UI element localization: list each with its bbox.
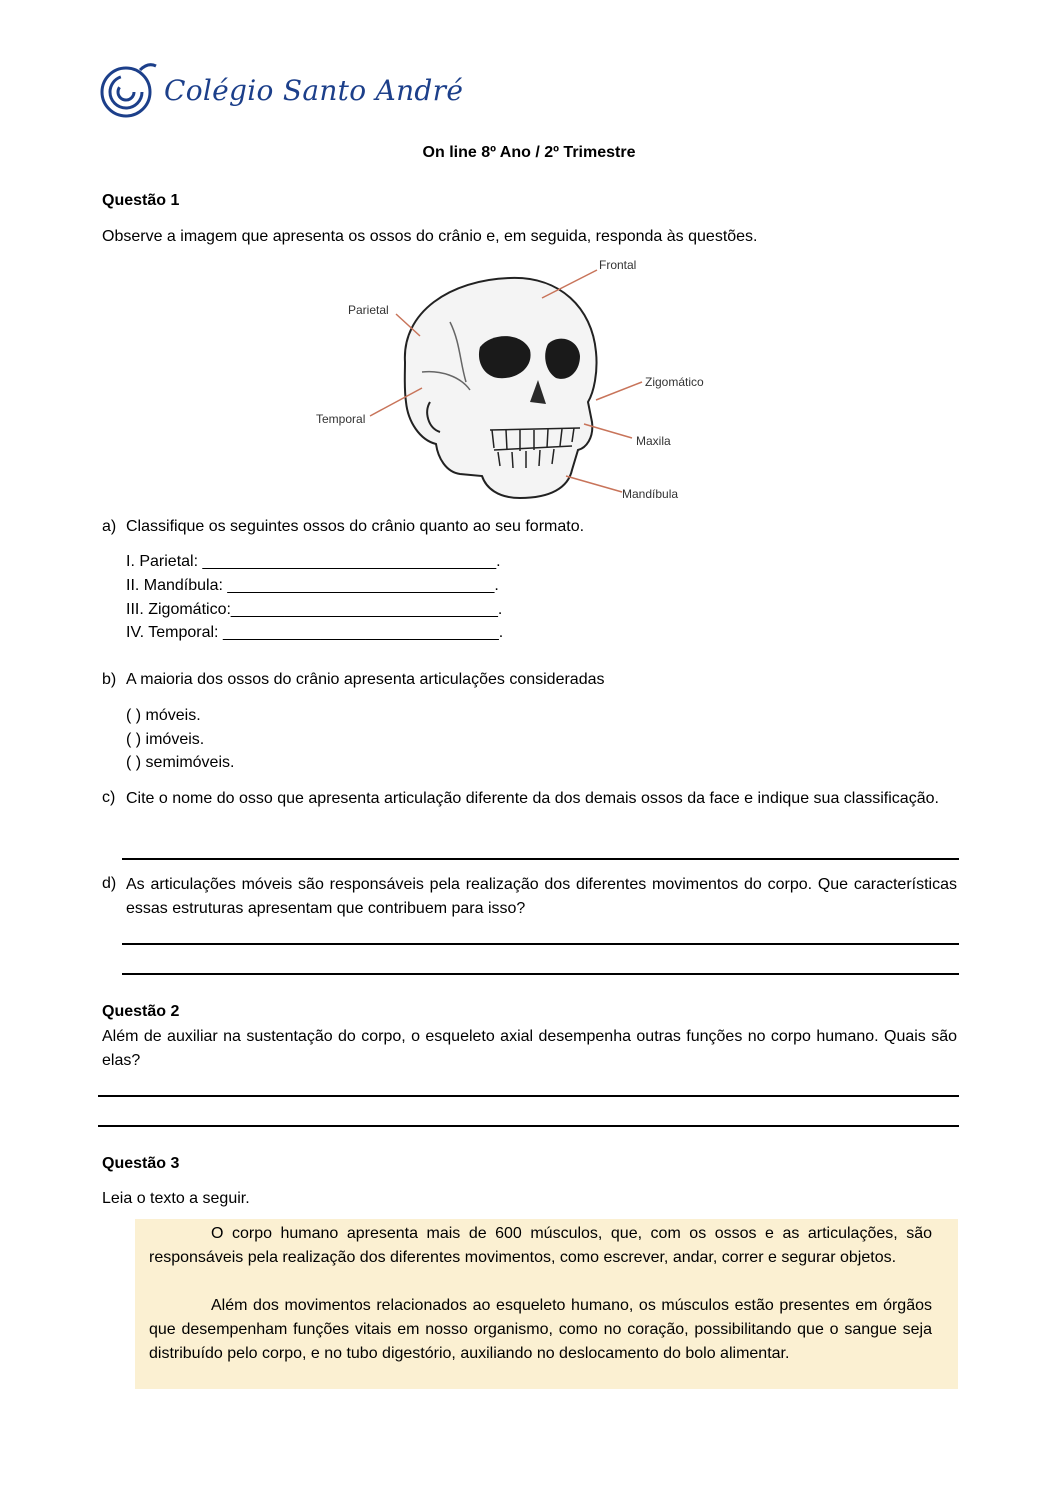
label-parietal: Parietal bbox=[348, 303, 389, 317]
item-a-text: Classifique os seguintes ossos do crânio quanto ao seu formato. bbox=[126, 518, 585, 535]
item-a-letter: a) bbox=[102, 518, 117, 535]
item-c-letter: c) bbox=[102, 789, 116, 806]
item-b-letter: b) bbox=[102, 671, 117, 688]
item-b-option-moveis[interactable]: ( ) móveis. bbox=[126, 707, 201, 724]
answer-line-d-1[interactable] bbox=[122, 943, 959, 945]
item-a-answer-1[interactable]: I. Parietal: _________________________________. bbox=[126, 553, 501, 570]
question-2-text: Além de auxiliar na sustentação do corpo, o esqueleto axial desempenha outras funções no corpo humano. Quais são elas? bbox=[102, 1028, 957, 1069]
skull-drawing bbox=[405, 278, 597, 498]
item-c-text: Cite o nome do osso que apresenta articulação diferente da dos demais ossos da face e indique sua classificação. bbox=[126, 790, 939, 807]
label-zigomatico: Zigomático bbox=[645, 375, 704, 389]
question-3-heading: Questão 3 bbox=[102, 1155, 180, 1172]
label-frontal: Frontal bbox=[599, 258, 637, 272]
skull-illustration bbox=[310, 252, 704, 504]
passage-paragraph-1: O corpo humano apresenta mais de 600 músculos, que, com os ossos e as articulações, são responsáveis pela realização dos diferentes movimentos, como escrever, andar, correr e segurar objetos. bbox=[149, 1225, 932, 1266]
label-mandibula: Mandíbula bbox=[622, 487, 679, 501]
label-temporal: Temporal bbox=[316, 412, 366, 426]
question-2-heading: Questão 2 bbox=[102, 1003, 180, 1020]
item-d-text: As articulações móveis são responsáveis pela realização dos diferentes movimentos do corpo. Que características essas estruturas apresentam que contribuem para isso? bbox=[126, 876, 957, 917]
item-b-option-semimoveis[interactable]: ( ) semimóveis. bbox=[126, 754, 235, 771]
passage-paragraph-2: Além dos movimentos relacionados ao esqueleto humano, os músculos estão presentes em órgãos que desempenham funções vitais em nosso organismo, como no coração, possibilitando que o sangue seja distribuído pelo corpo, e no tubo digestório, auxiliando no deslocamento do bolo alimentar. bbox=[149, 1297, 932, 1362]
item-a-answer-4[interactable]: IV. Temporal: _______________________________. bbox=[126, 624, 504, 641]
label-maxila: Maxila bbox=[636, 434, 671, 448]
question-1-heading: Questão 1 bbox=[102, 192, 180, 209]
item-d-letter: d) bbox=[102, 875, 117, 892]
school-name: Colégio Santo André bbox=[164, 74, 464, 107]
answer-line-d-2[interactable] bbox=[122, 973, 959, 975]
item-a-answer-2[interactable]: II. Mandíbula: ______________________________. bbox=[126, 577, 499, 594]
page-title: On line 8º Ano / 2º Trimestre bbox=[422, 144, 636, 161]
answer-line-q2-2[interactable] bbox=[98, 1125, 959, 1127]
question-3-intro: Leia o texto a seguir. bbox=[102, 1190, 250, 1207]
answer-line-c[interactable] bbox=[122, 858, 959, 860]
answer-line-q2-1[interactable] bbox=[98, 1095, 959, 1097]
item-b-text: A maioria dos ossos do crânio apresenta articulações consideradas bbox=[126, 671, 605, 688]
question-1-intro: Observe a imagem que apresenta os ossos do crânio e, em seguida, responda às questões. bbox=[102, 228, 758, 245]
item-b-option-imoveis[interactable]: ( ) imóveis. bbox=[126, 731, 205, 748]
reading-passage bbox=[135, 1219, 958, 1389]
item-a-answer-3[interactable]: III. Zigomático:______________________________. bbox=[126, 601, 503, 618]
school-logo-icon bbox=[100, 60, 158, 118]
